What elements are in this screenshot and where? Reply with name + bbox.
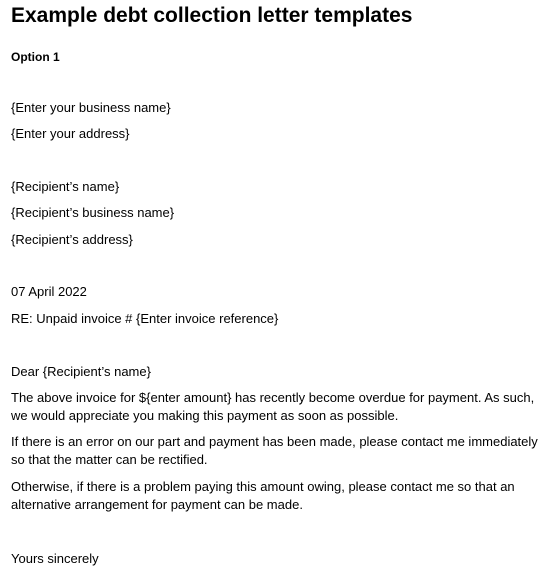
paragraph-line: so that the matter can be rectified. <box>11 452 208 467</box>
body-paragraph-2 <box>11 433 555 469</box>
paragraph-line: alternative arrangement for payment can be made. <box>11 497 303 512</box>
paragraph-line: we would appreciate you making this payment as soon as possible. <box>11 408 399 423</box>
letter-subject: RE: Unpaid invoice # {Enter invoice reference} <box>11 311 279 326</box>
body-paragraph-1 <box>11 389 555 425</box>
letter-salutation: Dear {Recipient’s name} <box>11 364 151 379</box>
recipient-address: {Recipient’s address} <box>11 232 133 247</box>
recipient-name: {Recipient’s name} <box>11 179 120 194</box>
recipient-business-name: {Recipient’s business name} <box>11 205 175 220</box>
paragraph-line: If there is an error on our part and payment has been made, please contact me immediately <box>11 434 538 449</box>
sender-address: {Enter your address} <box>11 126 130 141</box>
document-title: Example debt collection letter templates <box>11 4 413 27</box>
letter-date: 07 April 2022 <box>11 284 87 299</box>
body-paragraph-3 <box>11 478 555 514</box>
paragraph-line: Otherwise, if there is a problem paying this amount owing, please contact me so that an <box>11 479 515 494</box>
option-label: Option 1 <box>11 50 60 64</box>
letter-closing: Yours sincerely <box>11 551 99 566</box>
paragraph-line: The above invoice for ${enter amount} has recently become overdue for payment. As such, <box>11 390 535 405</box>
sender-business-name: {Enter your business name} <box>11 100 171 115</box>
